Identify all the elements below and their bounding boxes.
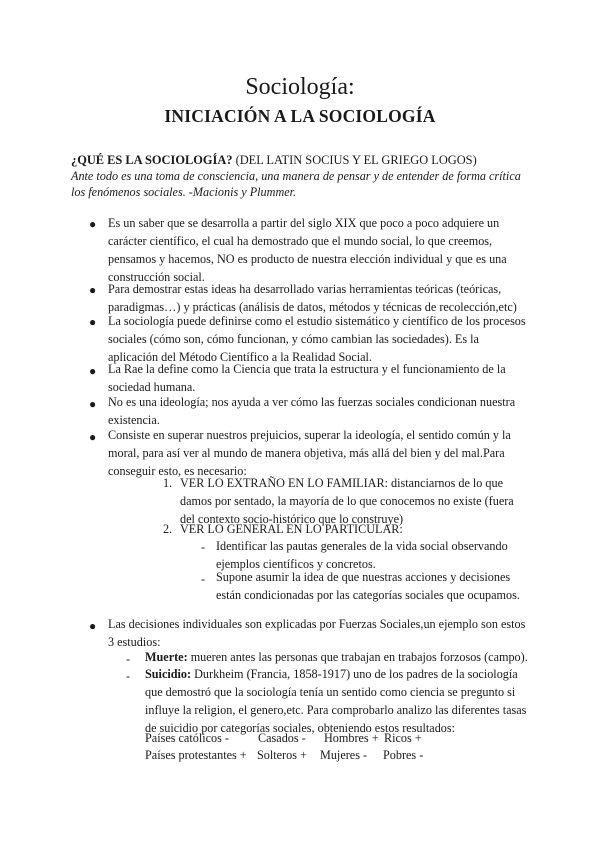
dash-marker: - — [201, 540, 206, 554]
intro-quote — [71, 168, 541, 200]
result-cell: Pobres - — [383, 748, 424, 762]
result-cell: Países católicos - — [145, 731, 229, 745]
bullet-item — [108, 214, 548, 286]
bullet-line: Consiste en superar nuestros prejuicios, superar la ideología, el sentido común y la — [108, 428, 511, 442]
dash-marker: - — [126, 652, 131, 666]
result-cell: Casados - — [258, 731, 306, 745]
bullet-line: La sociología puede definirse como el estudio sistemático y científico de los procesos — [108, 314, 526, 328]
study-label: Suicidio: — [145, 667, 192, 681]
bullet-item — [108, 393, 548, 429]
list-number: 2. — [163, 522, 173, 536]
page-subtitle: INICIACIÓN A LA SOCIOLOGÍA — [164, 106, 436, 126]
bullet-dot: ● — [89, 315, 97, 329]
bullet-line: conseguir esto, es necesario: — [108, 464, 247, 478]
dash-line: están condicionadas por las categorías sociales que ocupamos. — [216, 588, 520, 602]
bullet-dot: ● — [89, 430, 97, 444]
bullet-line: sociedad humana. — [108, 380, 196, 394]
section-heading-rest: (DEL LATIN SOCIUS Y EL GRIEGO LOGOS) — [232, 153, 477, 167]
bullet-dot: ● — [89, 619, 97, 633]
study-line: de suicidio por categorías sociales, obteniendo estos resultados: — [145, 721, 456, 735]
bullet-item — [108, 312, 548, 366]
study-line: que demostró que la sociología tenía un sentido como ciencia se pregunto si — [145, 685, 516, 699]
bullet-line: carácter científico, el cual ha demostrado que el mundo social, lo que creemos, — [108, 234, 493, 248]
bullet-line: sociales (cómo son, cómo funcionan, y cómo cambian las sociedades). Es la — [108, 332, 479, 346]
dash-marker: - — [126, 669, 131, 683]
result-cell: Solteros + — [257, 748, 307, 762]
study-label: Muerte: — [145, 650, 188, 664]
numbered-line: VER LO GENERAL EN LO PARTICULAR: — [180, 522, 403, 536]
bullet-line: existencia. — [108, 413, 160, 427]
bullet-line: 3 estudios: — [108, 635, 161, 649]
bullet-line: moral, para así ver al mundo de manera objetiva, más allá del bien y del mal.Para — [108, 446, 505, 460]
numbered-item — [180, 520, 403, 538]
intro-line: los fenómenos sociales. -Macionis y Plummer. — [71, 185, 297, 199]
bullet-item — [108, 615, 548, 651]
dash-line: ejemplos científicos y concretos. — [216, 557, 376, 571]
intro-line: Ante todo es una toma de consciencia, una manera de pensar y de entender de forma crítica — [71, 169, 521, 183]
study-text: Durkheim (Francia, 1858-1917) uno de los padres de la sociología — [191, 667, 518, 681]
bullet-item — [108, 280, 548, 316]
numbered-line: VER LO EXTRAÑO EN LO FAMILIAR: distanciarnos de lo que — [180, 476, 504, 490]
study-muerte — [145, 648, 528, 666]
bullet-line: La Rae la define como la Ciencia que trata la estructura y el funcionamiento de la — [108, 362, 506, 376]
bullet-item — [108, 360, 548, 396]
bullet-dot: ● — [89, 364, 97, 378]
dash-item — [216, 568, 520, 604]
bullet-line: paradigmas…) y prácticas (análisis de datos, métodos y técnicas de recolección,etc) — [108, 300, 517, 314]
bullet-item — [108, 426, 548, 480]
page-title: Sociología: — [245, 74, 355, 100]
bullet-line: aplicación del Método Científico a la Realidad Social. — [108, 350, 372, 364]
dash-line: Identificar las pautas generales de la vida social observando — [216, 539, 508, 553]
bullet-line: Para demostrar estas ideas ha desarrollado varias herramientas teóricas (teóricas, — [108, 282, 502, 296]
list-number: 1. — [163, 476, 173, 490]
bullet-line: Es un saber que se desarrolla a partir del siglo XIX que poco a poco adquiere un — [108, 216, 500, 230]
section-heading-bold: ¿QUÉ ES LA SOCIOLOGÍA? — [71, 153, 233, 167]
dash-marker: - — [201, 572, 206, 586]
study-suicidio — [145, 665, 526, 737]
bullet-line: pensamos y hacemos, NO es producto de nuestra elección individual y que es una — [108, 252, 507, 266]
section-heading — [71, 153, 477, 168]
study-line: influye la religion, el genero,etc. Para comprobarlo analizo las diferentes tasas — [145, 703, 527, 717]
study-text: mueren antes las personas que trabajan en trabajos forzosos (campo). — [187, 650, 528, 664]
bullet-line: Las decisiones individuales son explicadas por Fuerzas Sociales,un ejemplo son estos — [108, 617, 526, 631]
numbered-line: del contexto socio-histórico que lo construye) — [180, 512, 404, 526]
numbered-line: damos por sentado, la mayoría de lo que conocemos no existe (fuera — [180, 494, 514, 508]
result-cell: Países protestantes + — [145, 748, 247, 762]
dash-line: Supone asumir la idea de que nuestras acciones y decisiones — [216, 570, 511, 584]
bullet-line: No es una ideología; nos ayuda a ver cómo las fuerzas sociales condicionan nuestra — [108, 395, 516, 409]
bullet-line: construcción social. — [108, 270, 205, 284]
bullet-dot: ● — [89, 217, 97, 231]
bullet-dot: ● — [89, 397, 97, 411]
result-cell: Hombres + — [324, 731, 379, 745]
result-cell: Ricos + — [384, 731, 422, 745]
bullet-dot: ● — [89, 283, 97, 297]
result-cell: Mujeres - — [320, 748, 368, 762]
